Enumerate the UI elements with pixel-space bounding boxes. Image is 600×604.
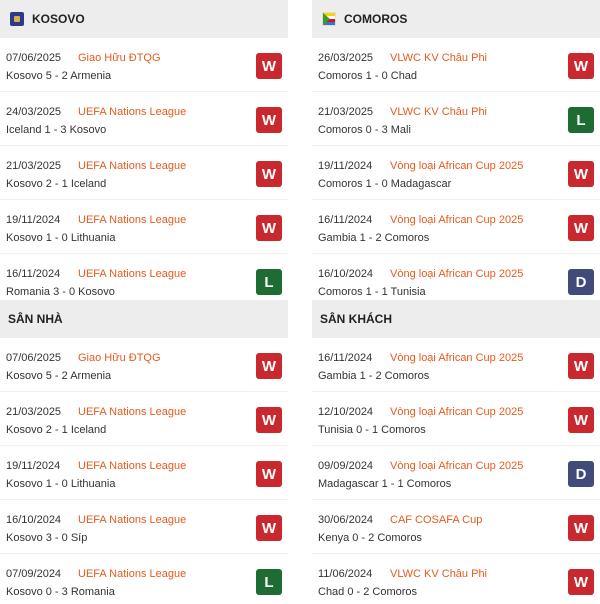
match-score: Kosovo 2 - 1 Iceland xyxy=(6,178,107,190)
match-score: Kosovo 5 - 2 Armenia xyxy=(6,70,112,82)
result-badge: W xyxy=(256,515,282,541)
match-score: Kosovo 0 - 3 Romania xyxy=(6,586,115,598)
match-date: 07/06/2025 xyxy=(6,352,62,364)
match-list xyxy=(0,338,288,604)
result-badge: W xyxy=(568,353,594,379)
match-competition-link[interactable]: VLWC KV Châu Phi xyxy=(390,568,488,580)
result-badge: W xyxy=(256,215,282,241)
match-date: 07/06/2025 xyxy=(6,52,62,64)
match-score: Chad 0 - 2 Comoros xyxy=(318,586,418,598)
match-row[interactable] xyxy=(0,92,288,146)
panel-header xyxy=(312,0,600,38)
result-badge: L xyxy=(568,107,594,133)
match-score: Gambia 1 - 2 Comoros xyxy=(318,370,430,382)
panel-comoros-form xyxy=(312,0,600,308)
panel-kosovo-form xyxy=(0,0,288,308)
match-competition-link[interactable]: UEFA Nations League xyxy=(78,160,187,172)
result-badge: W xyxy=(256,353,282,379)
match-score: Madagascar 1 - 1 Comoros xyxy=(318,478,452,490)
match-row[interactable] xyxy=(312,392,600,446)
result-badge: W xyxy=(256,461,282,487)
match-score: Iceland 1 - 3 Kosovo xyxy=(6,124,107,136)
panel-header xyxy=(0,300,288,338)
match-date: 11/06/2024 xyxy=(318,568,373,580)
match-score: Kosovo 1 - 0 Lithuania xyxy=(6,232,116,244)
match-competition-link[interactable]: Vòng loại African Cup 2025 xyxy=(390,160,524,172)
match-date: 19/11/2024 xyxy=(318,160,373,172)
match-row[interactable] xyxy=(312,446,600,500)
match-score: Kosovo 2 - 1 Iceland xyxy=(6,424,107,436)
result-badge: W xyxy=(568,53,594,79)
match-score: Kosovo 5 - 2 Armenia xyxy=(6,370,112,382)
panel-away-form xyxy=(312,300,600,604)
match-score: Romania 3 - 0 Kosovo xyxy=(6,286,115,298)
panel-title: SÂN KHÁCH xyxy=(320,312,392,326)
match-row[interactable] xyxy=(0,500,288,554)
result-badge: D xyxy=(568,461,594,487)
match-score: Gambia 1 - 2 Comoros xyxy=(318,232,430,244)
panel-header xyxy=(312,300,600,338)
match-row[interactable] xyxy=(0,338,288,392)
result-badge: D xyxy=(568,269,594,295)
match-row[interactable] xyxy=(0,38,288,92)
match-row[interactable] xyxy=(312,338,600,392)
match-date: 07/09/2024 xyxy=(6,568,62,580)
match-competition-link[interactable]: UEFA Nations League xyxy=(78,106,187,118)
match-competition-link[interactable]: UEFA Nations League xyxy=(78,568,187,580)
match-competition-link[interactable]: CAF COSAFA Cup xyxy=(390,514,483,526)
match-date: 12/10/2024 xyxy=(318,406,374,418)
match-row[interactable] xyxy=(0,392,288,446)
match-competition-link[interactable]: UEFA Nations League xyxy=(78,514,187,526)
match-row[interactable] xyxy=(0,446,288,500)
match-date: 24/03/2025 xyxy=(6,106,62,118)
match-list xyxy=(0,38,288,308)
match-competition-link[interactable]: UEFA Nations League xyxy=(78,460,187,472)
match-row[interactable] xyxy=(0,146,288,200)
match-competition-link[interactable]: UEFA Nations League xyxy=(78,406,187,418)
panel-header xyxy=(0,0,288,38)
match-date: 21/03/2025 xyxy=(6,406,62,418)
panel-title: COMOROS xyxy=(344,12,408,26)
match-competition-link[interactable]: Vòng loại African Cup 2025 xyxy=(390,406,524,418)
match-date: 30/06/2024 xyxy=(318,514,374,526)
result-badge: W xyxy=(568,569,594,595)
match-score: Comoros 1 - 0 Chad xyxy=(318,70,418,82)
result-badge: W xyxy=(568,215,594,241)
match-competition-link[interactable]: VLWC KV Châu Phi xyxy=(390,106,488,118)
match-date: 09/09/2024 xyxy=(318,460,374,472)
match-competition-link[interactable]: Giao Hữu ĐTQG xyxy=(78,352,161,364)
result-badge: W xyxy=(256,53,282,79)
match-competition-link[interactable]: Vòng loại African Cup 2025 xyxy=(390,352,524,364)
match-score: Kosovo 3 - 0 Síp xyxy=(6,532,88,544)
match-score: Tunisia 0 - 1 Comoros xyxy=(318,424,426,436)
match-list xyxy=(312,338,600,604)
match-date: 16/10/2024 xyxy=(318,268,374,280)
match-competition-link[interactable]: UEFA Nations League xyxy=(78,268,187,280)
result-badge: L xyxy=(256,569,282,595)
match-competition-link[interactable]: Vòng loại African Cup 2025 xyxy=(390,214,524,226)
match-score: Kenya 0 - 2 Comoros xyxy=(318,532,422,544)
match-score: Comoros 1 - 1 Tunisia xyxy=(318,286,426,298)
match-row[interactable] xyxy=(312,200,600,254)
result-badge: W xyxy=(568,161,594,187)
result-badge: W xyxy=(568,515,594,541)
match-score: Comoros 1 - 0 Madagascar xyxy=(318,178,452,190)
match-competition-link[interactable]: UEFA Nations League xyxy=(78,214,187,226)
match-row[interactable] xyxy=(0,200,288,254)
match-date: 26/03/2025 xyxy=(318,52,374,64)
comoros-flag-icon xyxy=(322,12,336,26)
match-row[interactable] xyxy=(312,554,600,604)
result-badge: W xyxy=(256,107,282,133)
match-list xyxy=(312,38,600,308)
panel-home-form xyxy=(0,300,288,604)
result-badge: W xyxy=(568,407,594,433)
match-row[interactable] xyxy=(312,92,600,146)
result-badge: W xyxy=(256,161,282,187)
match-date: 16/11/2024 xyxy=(318,214,373,226)
match-date: 21/03/2025 xyxy=(318,106,374,118)
kosovo-flag-icon xyxy=(10,12,24,26)
match-date: 16/10/2024 xyxy=(6,514,62,526)
match-score: Kosovo 1 - 0 Lithuania xyxy=(6,478,116,490)
match-competition-link[interactable]: VLWC KV Châu Phi xyxy=(390,52,488,64)
result-badge: W xyxy=(256,407,282,433)
match-date: 19/11/2024 xyxy=(6,214,61,226)
panel-title: KOSOVO xyxy=(32,12,85,26)
match-row[interactable] xyxy=(0,554,288,604)
panel-title: SÂN NHÀ xyxy=(8,312,63,326)
match-date: 21/03/2025 xyxy=(6,160,62,172)
match-row[interactable] xyxy=(312,38,600,92)
match-date: 16/11/2024 xyxy=(318,352,373,364)
match-date: 19/11/2024 xyxy=(6,460,61,472)
match-row[interactable] xyxy=(312,500,600,554)
match-row[interactable] xyxy=(312,146,600,200)
match-competition-link[interactable]: Vòng loại African Cup 2025 xyxy=(390,268,524,280)
result-badge: L xyxy=(256,269,282,295)
match-score: Comoros 0 - 3 Mali xyxy=(318,124,411,136)
match-date: 16/11/2024 xyxy=(6,268,61,280)
match-competition-link[interactable]: Vòng loại African Cup 2025 xyxy=(390,460,524,472)
match-competition-link[interactable]: Giao Hữu ĐTQG xyxy=(78,52,161,64)
